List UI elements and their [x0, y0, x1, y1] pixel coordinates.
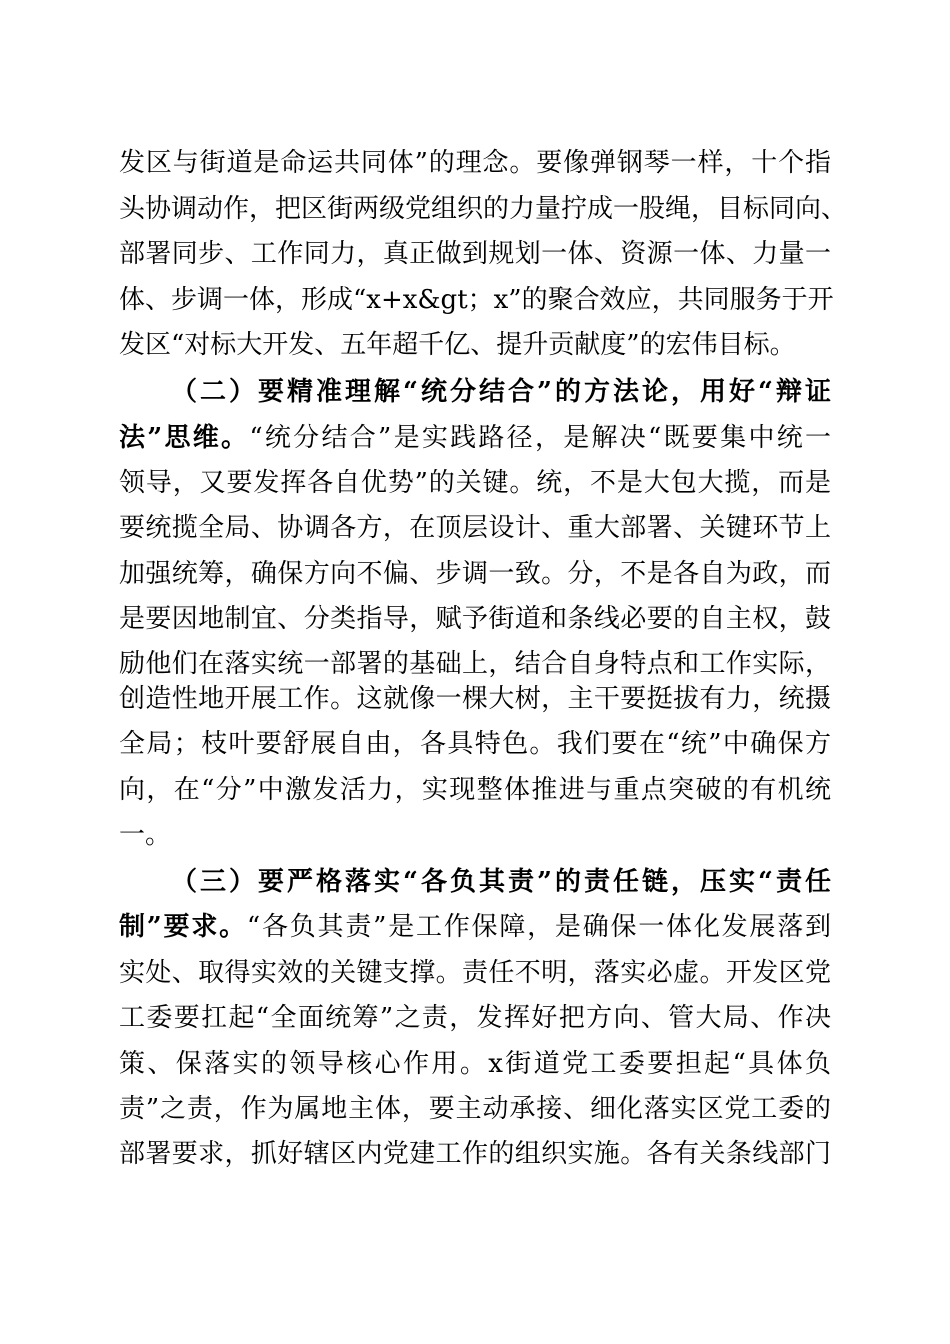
section-heading-2: （二）要精准理解“统分结合”的方法论，用好“辩证 [171, 377, 831, 407]
text-line: 发区与街道是命运共同体”的理念。要像弹钢琴一样，十个指 [119, 148, 831, 178]
text-line: 发区“对标大开发、五年超千亿、提升贡献度”的宏伟目标。 [119, 330, 796, 360]
section-heading-3-cont: 制”要求。 [119, 912, 247, 942]
text-line: 体、步调一体，形成“x+x&gt；x”的聚合效应，共同服务于开 [119, 285, 834, 315]
text-line [119, 907, 831, 947]
section-heading-2-cont: 法”思维。 [119, 423, 250, 453]
text-line [119, 418, 831, 458]
text-line: 向，在“分”中激发活力，实现整体推进与重点突破的有机统 [119, 775, 831, 805]
text-line: 是要因地制宜、分类指导，赋予街道和条线必要的自主权，鼓 [119, 604, 831, 634]
text-line: 策、保落实的领导核心作用。x街道党工委要担起“具体负 [119, 1049, 831, 1079]
text-line: 创造性地开展工作。这就像一棵大树，主干要挺拔有力，统摄 [119, 684, 831, 714]
text-line-rest: “统分结合”是实践路径，是解决“既要集中统一 [249, 423, 831, 453]
text-line: 部署同步、工作同力，真正做到规划一体、资源一体、力量一 [119, 239, 831, 269]
text-line-rest: “各负其责”是工作保障，是确保一体化发展落到 [246, 912, 831, 942]
text-line: 全局；枝叶要舒展自由，各具特色。我们要在“统”中确保方 [119, 729, 831, 759]
section-heading-3: （三）要严格落实“各负其责”的责任链，压实“责任 [171, 867, 831, 897]
text-line: 领导，又要发挥各自优势”的关键。统，不是大包大揽，而是 [119, 468, 831, 498]
text-line: 要统揽全局、协调各方，在顶层设计、重大部署、关键环节上 [119, 513, 831, 543]
text-line: 责”之责，作为属地主体，要主动承接、细化落实区党工委的 [119, 1094, 831, 1124]
text-line: 工委要扛起“全面统筹”之责，发挥好把方向、管大局、作决 [119, 1003, 831, 1033]
text-line: 部署要求，抓好辖区内党建工作的组织实施。各有关条线部门 [119, 1139, 831, 1169]
text-line: 一。 [119, 820, 172, 850]
text-line: 加强统筹，确保方向不偏、步调一致。分，不是各自为政，而 [119, 559, 831, 589]
text-line: 实处、取得实效的关键支撑。责任不明，落实必虚。开发区党 [119, 958, 831, 988]
text-line: 头协调动作，把区街两级党组织的力量拧成一股绳，目标同向、 [119, 194, 848, 224]
text-line: 励他们在落实统一部署的基础上，结合自身特点和工作实际， [119, 649, 831, 679]
